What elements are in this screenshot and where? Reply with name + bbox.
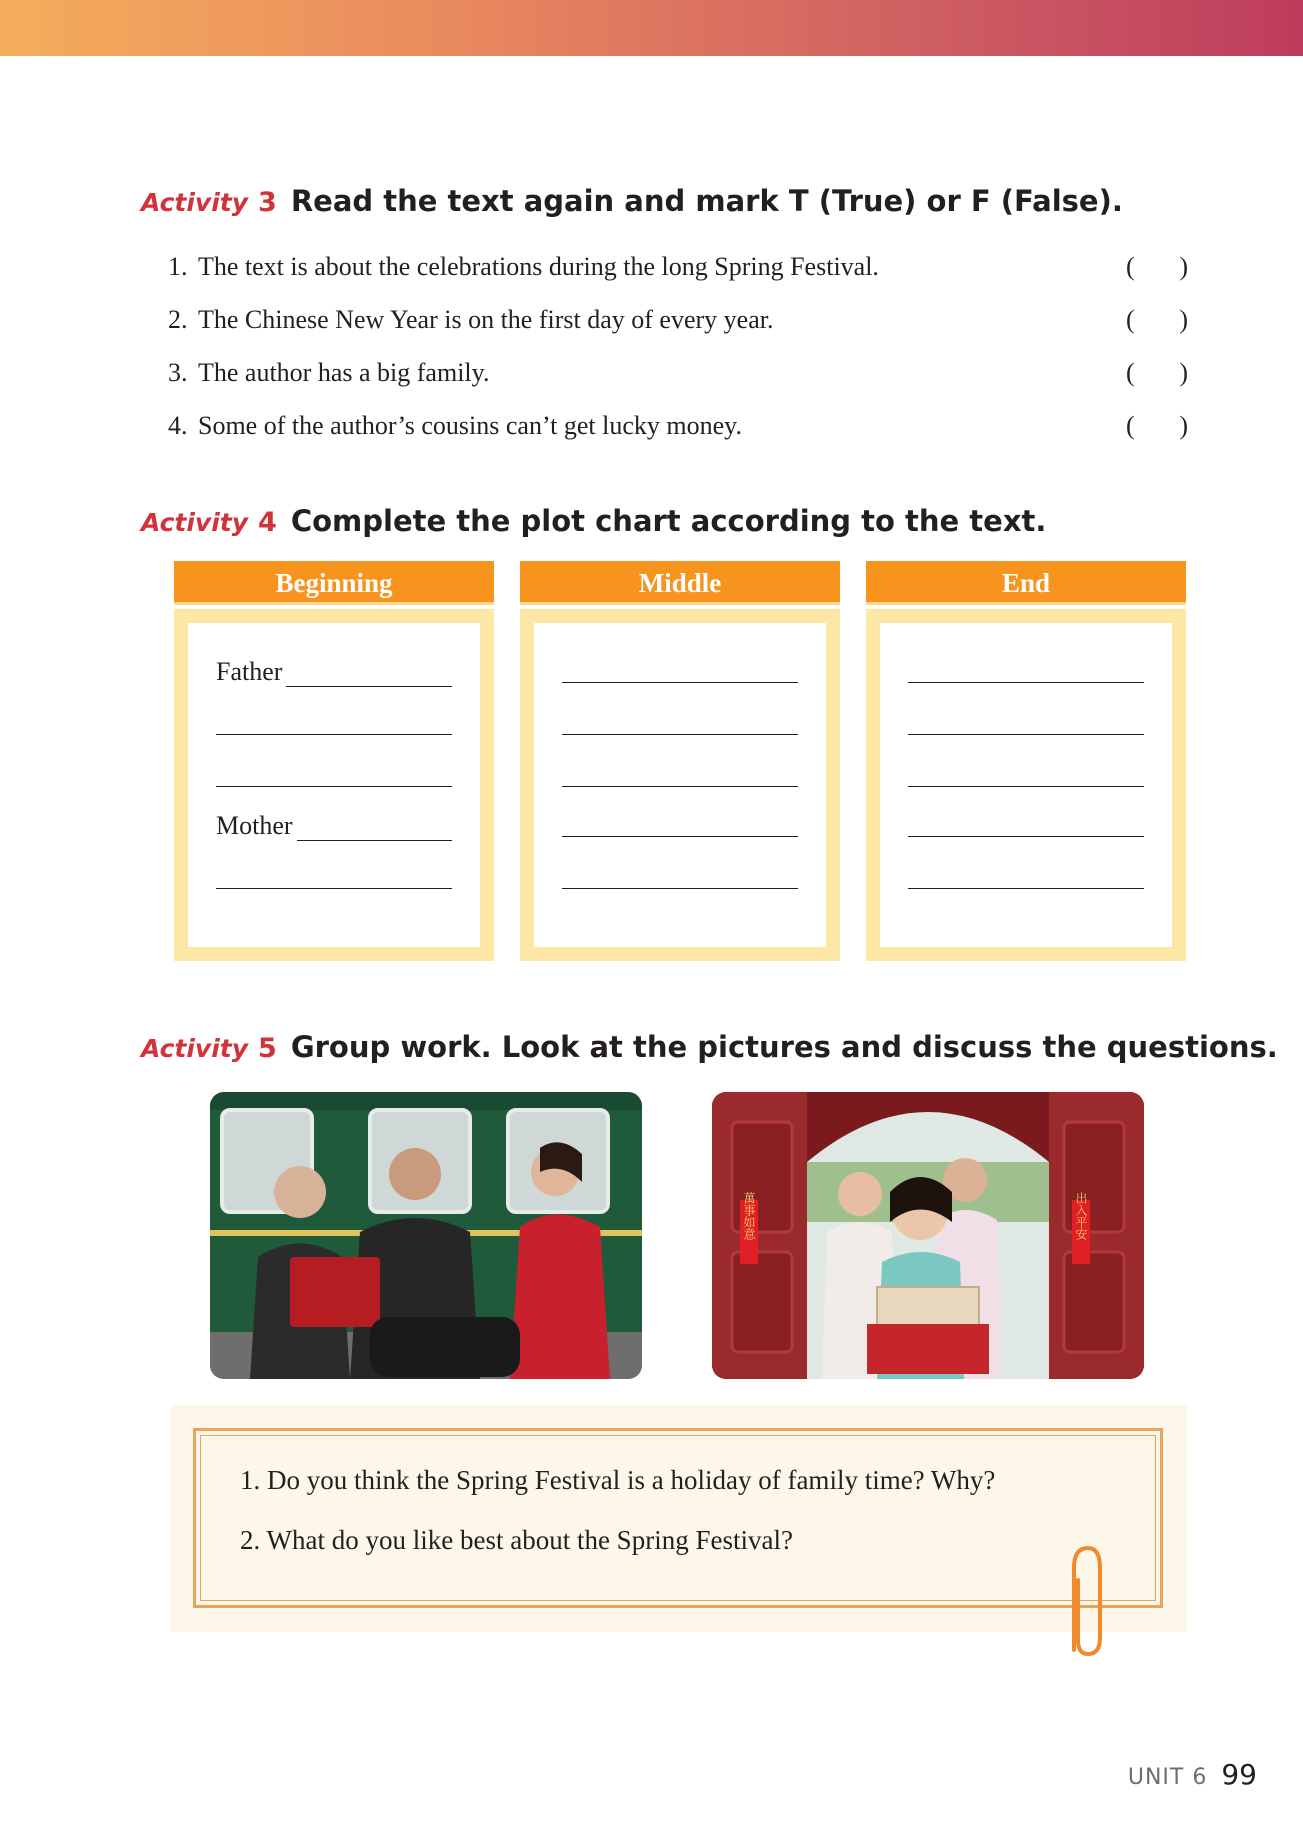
page-footer <box>1128 1758 1257 1791</box>
mother-line[interactable] <box>216 811 452 841</box>
photo-family-at-door <box>712 1092 1144 1379</box>
answer-blank[interactable]: ( ) <box>1126 251 1188 281</box>
answer-line[interactable] <box>216 709 452 735</box>
activity-title: Group work. Look at the pictures and discuss the questions. <box>290 1030 1278 1064</box>
answer-line[interactable] <box>908 657 1144 683</box>
photo-train-station <box>210 1092 642 1379</box>
column-writing-area <box>534 623 826 947</box>
answer-line[interactable] <box>562 657 798 683</box>
answer-line[interactable] <box>562 709 798 735</box>
activity-label: Activity <box>141 1034 249 1063</box>
plot-column-middle <box>520 561 840 961</box>
answer-blank[interactable]: ( ) <box>1126 410 1188 440</box>
discussion-questions <box>240 1458 995 1578</box>
statement-text: The Chinese New Year is on the first day of every year. <box>198 304 774 334</box>
activity-number: 5 <box>258 1033 277 1064</box>
mother-label: Mother <box>216 811 293 840</box>
question-text: Do you think the Spring Festival is a holiday of family time? Why? <box>267 1465 996 1495</box>
family-door-illustration <box>712 1092 1144 1379</box>
page-number: 99 <box>1221 1758 1257 1791</box>
paperclip-icon <box>1066 1540 1106 1662</box>
statement-number: 2. <box>168 304 188 334</box>
answer-blank[interactable]: ( ) <box>1126 304 1188 334</box>
activity-title: Complete the plot chart according to the text. <box>290 504 1047 538</box>
question-number: 2. <box>240 1525 261 1555</box>
father-line[interactable] <box>216 657 452 687</box>
statement-row <box>168 240 1188 293</box>
father-label: Father <box>216 657 283 686</box>
answer-blank[interactable]: ( ) <box>1126 357 1188 387</box>
statement-number: 4. <box>168 410 188 440</box>
activity-3-heading <box>141 184 1123 218</box>
column-writing-area <box>880 623 1172 947</box>
answer-line[interactable] <box>562 761 798 787</box>
statement-number: 1. <box>168 251 188 281</box>
column-frame <box>174 609 494 961</box>
statement-text: The author has a big family. <box>198 357 490 387</box>
answer-line[interactable] <box>216 761 452 787</box>
activity-4-heading <box>141 504 1046 538</box>
activity-title: Read the text again and mark T (True) or F (False). <box>290 184 1123 218</box>
answer-line[interactable] <box>908 811 1144 837</box>
question-text: What do you like best about the Spring Festival? <box>266 1525 793 1555</box>
answer-line[interactable] <box>908 863 1144 889</box>
statement-text: Some of the author’s cousins can’t get lucky money. <box>198 410 742 440</box>
question-item <box>240 1518 995 1578</box>
top-banner <box>0 0 1303 56</box>
unit-label: UNIT 6 <box>1127 1765 1208 1790</box>
column-frame <box>520 609 840 961</box>
column-writing-area <box>188 623 480 947</box>
svg-text:出入平安: 出入平安 <box>1074 1192 1088 1240</box>
activity-label: Activity <box>141 508 249 537</box>
activity-number: 3 <box>258 187 277 218</box>
column-header: Middle <box>520 561 840 605</box>
statement-row <box>168 399 1188 452</box>
activity-label: Activity <box>141 188 249 217</box>
train-station-illustration <box>210 1092 642 1379</box>
question-item <box>240 1458 995 1518</box>
answer-line[interactable] <box>908 761 1144 787</box>
answer-line[interactable] <box>216 863 452 889</box>
statement-row <box>168 346 1188 399</box>
statement-number: 3. <box>168 357 188 387</box>
activity-5-heading <box>141 1030 1278 1064</box>
plot-column-beginning <box>174 561 494 961</box>
answer-line[interactable] <box>562 811 798 837</box>
plot-column-end <box>866 561 1186 961</box>
statement-text: The text is about the celebrations during the long Spring Festival. <box>198 251 879 281</box>
column-header: End <box>866 561 1186 605</box>
column-frame <box>866 609 1186 961</box>
svg-text:萬事如意: 萬事如意 <box>742 1192 756 1240</box>
statement-row <box>168 293 1188 346</box>
column-header: Beginning <box>174 561 494 605</box>
answer-line[interactable] <box>562 863 798 889</box>
true-false-list <box>168 240 1188 452</box>
answer-line[interactable] <box>908 709 1144 735</box>
question-number: 1. <box>240 1465 261 1495</box>
activity-number: 4 <box>258 507 277 538</box>
